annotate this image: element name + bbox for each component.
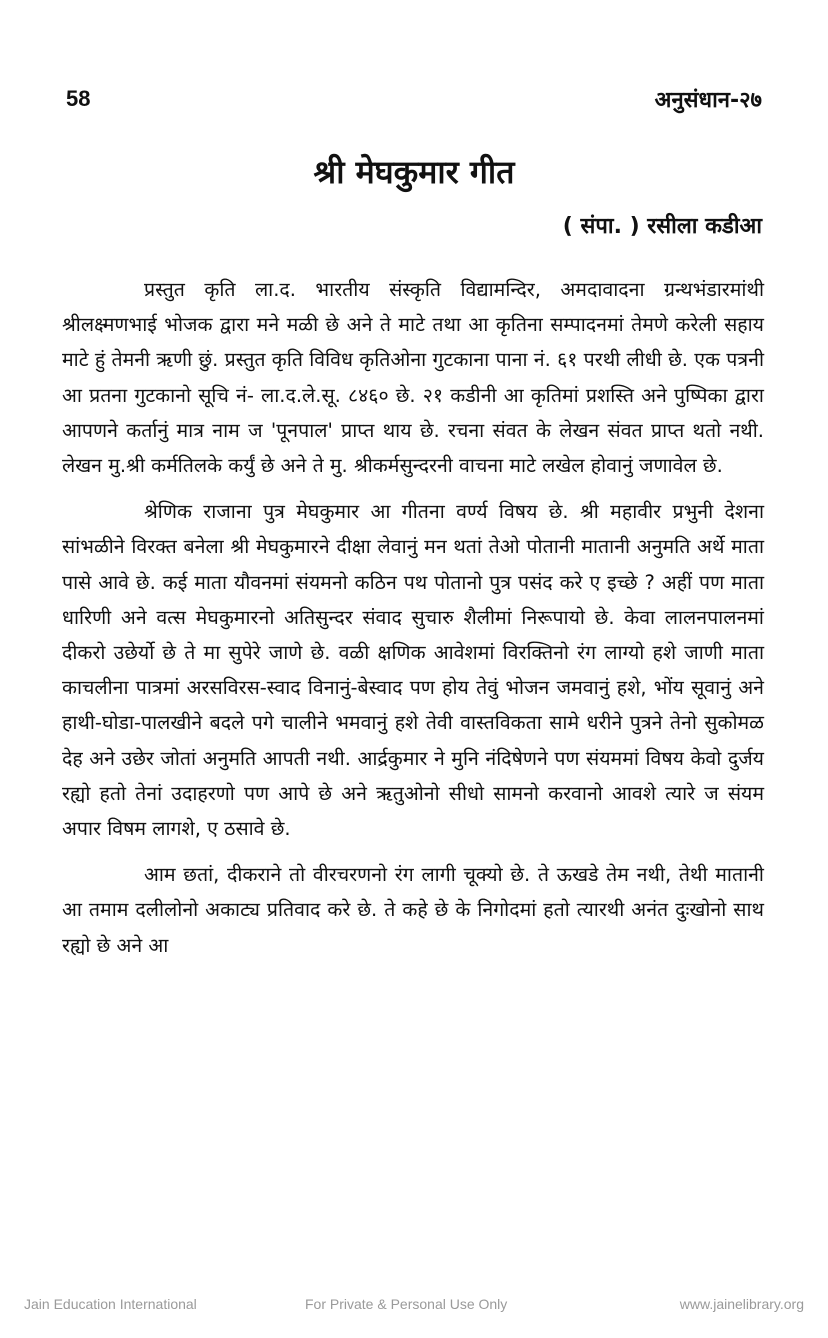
paragraph-intro: प्रस्तुत कृति ला.द. भारतीय संस्कृति विद्यामन्दिर, अमदावादना ग्रन्थभंडारमांथी श्रीलक्ष्मणभाई भोजक द्वारा मने मळी छे अने ते माटे तथा आ कृतिना सम्पादनमां तेमणे करेली सहाय माटे हुं तेमनी ऋणी छुं. प्रस्तुत कृति विविध कृतिओना गुटकाना पाना नं. ६१ परथी लीधी छे. एक पत्रनी आ प्रतना गुटकानो सूचि नं- ला.द.ले.सू. ८४६० छे. २१ कडीनी आ कृतिमां प्रशस्ति अने पुष्पिका द्वारा आपणने कर्तानुं मात्र नाम ज 'पूनपाल' प्राप्त थाय छे. रचना संवत के लेखन संवत प्राप्त थतो नथी. लेखन मु.श्री कर्मतिलके कर्युं छे अने ते मु. श्रीकर्मसुन्दरनी वाचना माटे लखेल होवानुं जणावेल छे. (62, 278, 764, 478)
footer (0, 1296, 828, 1320)
editor-credit: ( संपा. ) रसीला कडीआ (562, 214, 762, 239)
footer-publisher: Jain Education International (24, 1296, 197, 1312)
article-title: श्री मेघकुमार गीत (313, 153, 515, 191)
article-body (62, 272, 764, 963)
page-number: 58 (66, 86, 91, 111)
paragraph-continuation: आम छतां, दीकराने तो वीरचरणनो रंग लागी चूक्यो छे. ते ऊखडे तेम नथी, तेथी मातानी आ तमाम दलीलोनो अकाट्य प्रतिवाद करे छे. ते कहे छे के निगोदमां हतो त्यारथी अनंत दुःखोनो साथ रह्यो छे अने आ (62, 863, 764, 957)
running-head: अनुसंधान-२७ (654, 88, 762, 113)
footer-usage-notice: For Private & Personal Use Only (305, 1296, 508, 1312)
paragraph-subject: श्रेणिक राजाना पुत्र मेघकुमार आ गीतना वर्ण्य विषय छे. श्री महावीर प्रभुनी देशना सांभळीने विरक्त बनेला श्री मेघकुमारने दीक्षा लेवानुं मन थतां तेओ पोतानी मातानी अनुमति अर्थे माता पासे आवे छे. कई माता यौवनमां संयमनो कठिन पथ पोतानो पुत्र पसंद करे ए इच्छे ? अहीं पण माता धारिणी अने वत्स मेघकुमारनो अतिसुन्दर संवाद सुचारु शैलीमां निरूपायो छे. केवा लालनपालनमां दीकरो उछेर्यो छे ते मा सुपेरे जाणे छे. वळी क्षणिक आवेशमां विरक्तिनो रंग लाग्यो हशे जाणी माता काचलीना पात्रमां अरसविरस-स्वाद विनानुं-बेस्वाद पण होय तेवुं भोजन जमवानुं हशे, भोंय सूवानुं अने हाथी-घोडा-पालखीने बदले पगे चालीने भमवानुं हशे तेवी वास्तविकता सामे धरीने पुत्रने तेनो सुकोमळ देह अने उछेर जोतां अनुमति आपती नथी. आर्द्रकुमार ने मुनि नंदिषेणने पण संयममां विषय केवो दुर्जय रह्यो हतो तेनां उदाहरणो पण आपे छे अने ऋतुओनो सीधो सामनो करवानो आवशे त्यारे ज संयम अपार विषम लागशे, ए ठसावे छे. (62, 500, 764, 841)
footer-website-link[interactable]: www.jainelibrary.org (679, 1296, 804, 1312)
